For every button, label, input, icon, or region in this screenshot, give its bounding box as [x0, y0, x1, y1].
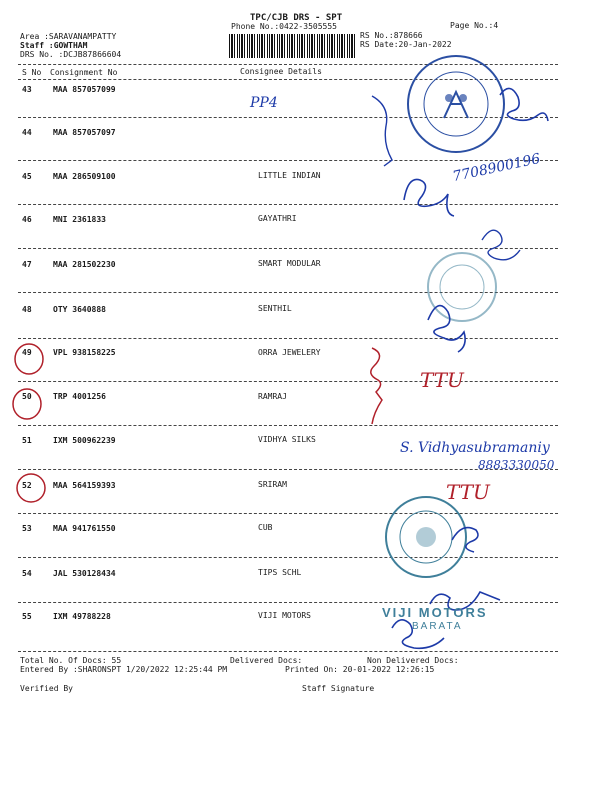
row-consignment: MAA 564159393	[53, 481, 116, 490]
row-consignment: IXM 500962239	[53, 436, 116, 445]
row-divider	[18, 338, 558, 339]
bank-round-stamp	[386, 497, 466, 577]
row-divider	[18, 557, 558, 558]
row-consignee: LITTLE INDIAN	[258, 171, 321, 180]
row-consignee: CUB	[258, 523, 273, 532]
document-title: TPC/CJB DRS - SPT	[250, 13, 343, 23]
phone-number: Phone No.:0422-3505555	[231, 22, 337, 31]
staff-field: Staff :GOWTHAM	[20, 41, 88, 50]
row-divider	[18, 469, 558, 470]
col-header-consignee: Consignee Details	[240, 67, 322, 76]
row-consignee: VIDHYA SILKS	[258, 435, 316, 444]
row-sno: 53	[22, 524, 32, 533]
red-bracket	[371, 348, 382, 424]
handwritten-ttu-50: TTU	[420, 368, 464, 392]
row-sno: 50	[22, 392, 32, 401]
handwritten-pp4: PP4	[250, 95, 278, 111]
row-sno: 52	[22, 481, 32, 490]
row-consignee: ORRA JEWELERY	[258, 348, 321, 357]
row-sno: 49	[22, 348, 32, 357]
row-consignment: OTY 3640888	[53, 305, 106, 314]
handwritten-name-51: S. Vidhyasubramaniy	[400, 440, 550, 456]
drs-number: DRS No. :DCJB87866604	[20, 50, 122, 59]
row-sno: 44	[22, 128, 32, 137]
printed-on: Printed On: 20-01-2022 12:26:15	[285, 665, 435, 674]
signature-row46	[482, 230, 520, 260]
signature-row53	[452, 528, 478, 552]
signature-row45	[404, 179, 454, 216]
rs-date: RS Date:20-Jan-2022	[360, 40, 452, 49]
round-stamp-trust	[408, 56, 504, 152]
delivered-docs: Delivered Docs:	[230, 656, 303, 665]
col-header-consignment: Consignment No	[50, 68, 118, 77]
faint-round-stamp	[428, 253, 496, 321]
handwritten-phone-45: 7708900196	[451, 150, 542, 186]
row-sno: 51	[22, 436, 32, 445]
row-divider	[18, 292, 558, 293]
row-divider	[18, 425, 558, 426]
total-docs: Total No. Of Docs: 55	[20, 656, 122, 665]
row-consignee: SMART MODULAR	[258, 259, 321, 268]
row-sno: 47	[22, 260, 32, 269]
col-header-sno: S No	[22, 68, 42, 77]
row-divider	[18, 160, 558, 161]
row-consignee: SENTHIL	[258, 304, 292, 313]
signature-row48	[428, 306, 465, 352]
entered-by: Entered By :SHARONSPT 1/20/2022 12:25:44 PM	[20, 665, 228, 674]
row-divider	[18, 117, 558, 118]
row-consignee: RAMRAJ	[258, 392, 287, 401]
verified-by-label: Verified By	[20, 684, 73, 693]
signature-row44	[372, 96, 392, 166]
barcode	[229, 34, 356, 58]
area-field: Area :SARAVANAMPATTY	[20, 32, 117, 41]
row-consignment: TRP 4001256	[53, 392, 106, 401]
row-sno: 46	[22, 215, 32, 224]
non-delivered-docs: Non Delivered Docs:	[367, 656, 459, 665]
stamp-viji-motors: VIJI MOTORS	[382, 605, 488, 620]
handwritten-ttu-52: TTU	[446, 480, 490, 504]
footer-divider	[18, 651, 558, 652]
column-header-divider	[18, 79, 558, 80]
row-divider	[18, 381, 558, 382]
row-sno: 45	[22, 172, 32, 181]
row-consignment: JAL 530128434	[53, 569, 116, 578]
row-sno: 55	[22, 612, 32, 621]
row-divider	[18, 602, 558, 603]
rs-number: RS No.:878666	[360, 31, 423, 40]
page-number: Page No.:4	[450, 21, 499, 30]
row-consignment: MAA 281502230	[53, 260, 116, 269]
staff-signature-label: Staff Signature	[302, 684, 375, 693]
row-consignment: MNI 2361833	[53, 215, 106, 224]
row-divider	[18, 513, 558, 514]
row-consignment: MAA 941761550	[53, 524, 116, 533]
row-consignment: MAA 857057097	[53, 128, 116, 137]
row-consignment: MAA 857057099	[53, 85, 116, 94]
row-consignment: IXM 49788228	[53, 612, 111, 621]
header-divider	[18, 64, 558, 65]
handwritten-phone-51: 8883330050	[478, 458, 555, 472]
row-sno: 54	[22, 569, 32, 578]
row-divider	[18, 204, 558, 205]
row-consignment: MAA 286509100	[53, 172, 116, 181]
stamp-viji-sub: BARATA	[412, 621, 463, 632]
row-consignment: VPL 938158225	[53, 348, 116, 357]
row-consignee: SRIRAM	[258, 480, 287, 489]
row-divider	[18, 248, 558, 249]
row-consignee: VIJI MOTORS	[258, 611, 311, 620]
row-sno: 48	[22, 305, 32, 314]
row-consignee: TIPS SCHL	[258, 568, 302, 577]
row-sno: 43	[22, 85, 32, 94]
row-consignee: GAYATHRI	[258, 214, 297, 223]
